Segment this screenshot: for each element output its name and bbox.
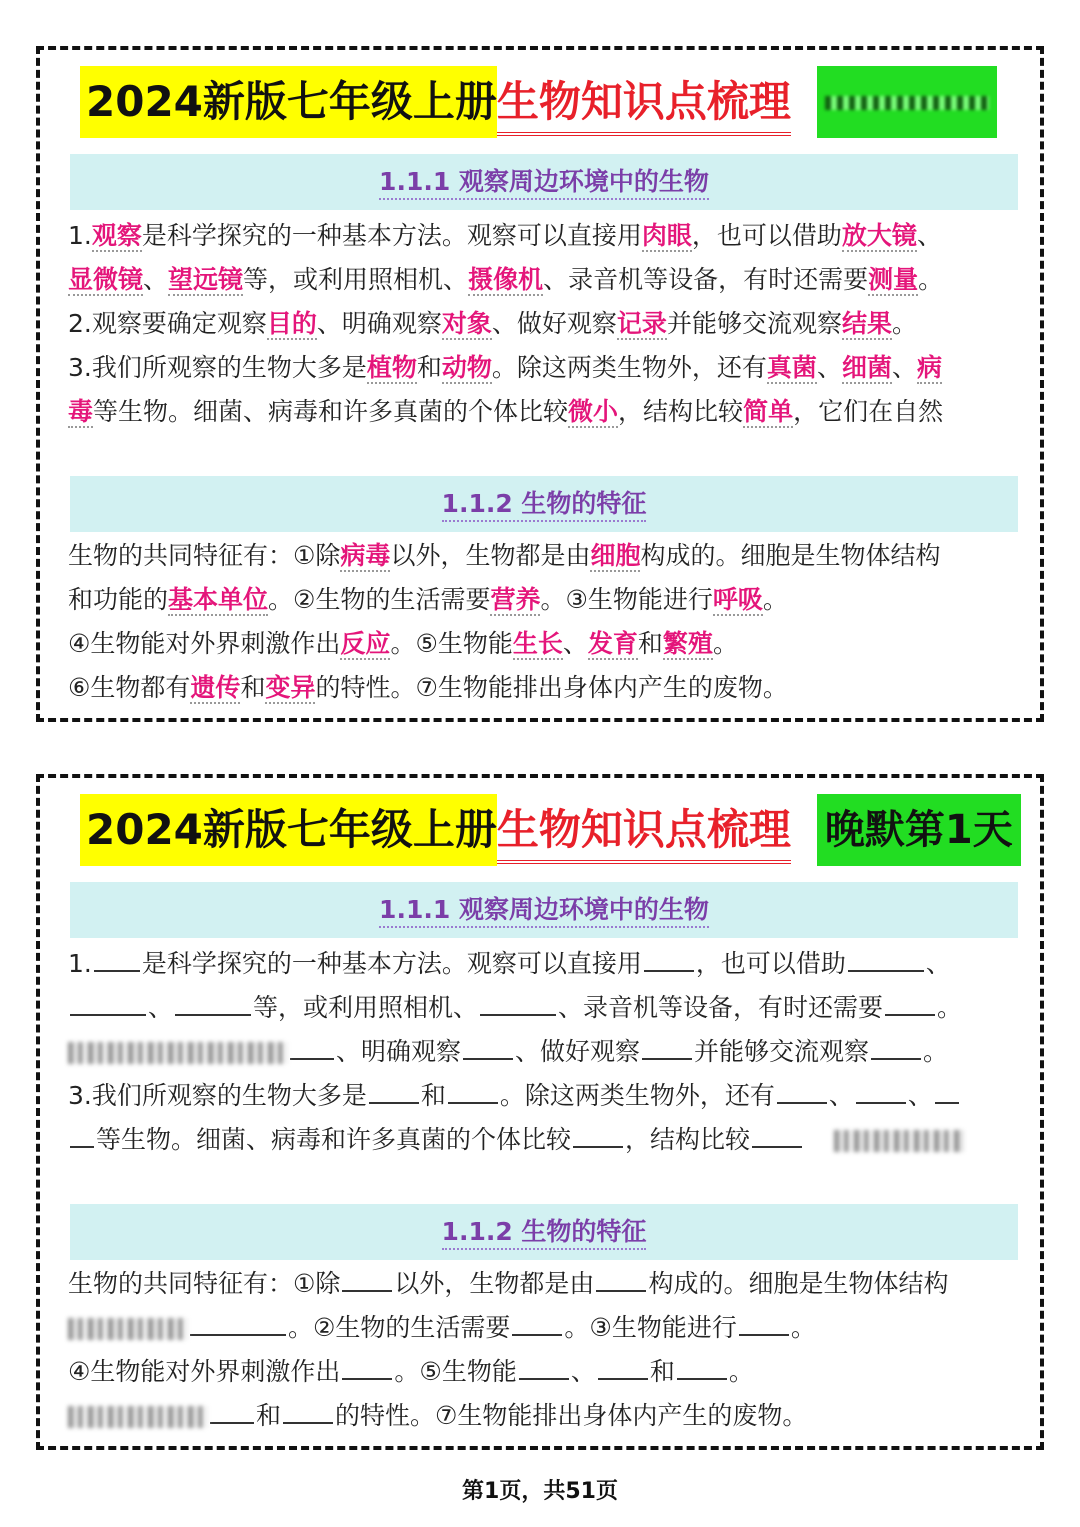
- page-number: 第1页，共51页: [462, 1479, 618, 1504]
- paragraph-line: [68, 258, 1020, 302]
- blurred-text: [68, 1318, 188, 1340]
- keyword: 摄像机: [468, 265, 544, 294]
- text: ，它们在自然: [793, 397, 944, 426]
- keyword: 细胞: [590, 541, 641, 570]
- text: 、: [907, 1081, 933, 1110]
- text: 1.: [68, 221, 92, 250]
- text: 是科学探究的一种基本方法。观察可以直接用: [141, 949, 642, 978]
- text: 。: [918, 265, 944, 294]
- text: 并能够交流观察: [694, 1037, 870, 1066]
- blank-line: [448, 1078, 498, 1104]
- blank-line: [70, 990, 146, 1016]
- text: 。除这两类生物外，还有: [499, 1081, 775, 1110]
- text: 、: [143, 265, 169, 294]
- text: 。⑤生物能: [394, 1357, 517, 1386]
- keyword: 细菌: [841, 353, 892, 382]
- paragraph-line: [68, 1262, 1020, 1306]
- blank-line: [480, 990, 556, 1016]
- blank-line: [885, 990, 935, 1016]
- text: 。: [937, 993, 963, 1022]
- text: 、: [828, 1081, 854, 1110]
- text: 、: [925, 949, 951, 978]
- keyword: 显微镜: [68, 265, 144, 294]
- keyword: 望远镜: [168, 265, 244, 294]
- keyword: 记录: [616, 309, 667, 338]
- paragraph-line: [68, 214, 1020, 258]
- text: 。②生物的生活需要: [288, 1313, 511, 1342]
- keyword: 观察: [91, 221, 142, 250]
- text: 、录音机等设备，有时还需要: [558, 993, 884, 1022]
- blurred-text: [834, 1130, 964, 1152]
- blank-line: [369, 1078, 419, 1104]
- keyword: 毒: [68, 397, 94, 426]
- text: 等生物。细菌、病毒和许多真菌的个体比较: [96, 1125, 572, 1154]
- section-title: 1.1.2 生物的特征: [442, 1217, 647, 1250]
- keyword: 结果: [841, 309, 892, 338]
- card-title: [80, 794, 1013, 866]
- blank-line: [777, 1078, 827, 1104]
- text: 。: [923, 1037, 949, 1066]
- text: 、录音机等设备，有时还需要: [543, 265, 869, 294]
- text: 构成的。细胞是生物体结构: [640, 541, 941, 570]
- paragraph-line: [68, 1030, 1020, 1074]
- blank-line: [519, 1354, 569, 1380]
- text: 以外，生物都是由: [394, 1269, 595, 1298]
- text: 、做好观察: [491, 309, 617, 338]
- keyword: 变异: [265, 673, 316, 702]
- keyword: 发育: [587, 629, 638, 658]
- text: 。除这两类生物外，还有: [491, 353, 767, 382]
- text: ，也可以借助: [691, 221, 842, 250]
- paragraph-line: [68, 534, 1020, 578]
- text: ⑥生物都有: [68, 673, 191, 702]
- text: 、: [916, 221, 942, 250]
- keyword: 植物: [366, 353, 417, 382]
- keyword: 肉眼: [641, 221, 692, 250]
- keyword: 简单: [743, 397, 794, 426]
- notes-card-blanks: [36, 774, 1044, 1450]
- text: ，结构比较: [625, 1125, 751, 1154]
- blank-line: [342, 1266, 392, 1292]
- blank-line: [290, 1034, 334, 1060]
- section-title: 1.1.1 观察周边环境中的生物: [379, 167, 709, 200]
- card-title: [80, 66, 1010, 138]
- blank-line: [935, 1078, 959, 1104]
- text: 和: [240, 673, 266, 702]
- blank-line: [512, 1310, 562, 1336]
- section-title: 1.1.1 观察周边环境中的生物: [379, 895, 709, 928]
- paragraph-line: [68, 1074, 1020, 1118]
- paragraph-line: [68, 1350, 1020, 1394]
- text: 、明确观察: [316, 309, 442, 338]
- title-badge-blurred: [817, 66, 997, 138]
- text: 和: [649, 1357, 675, 1386]
- blank-line: [598, 1354, 648, 1380]
- keyword: 真菌: [766, 353, 817, 382]
- blank-line: [739, 1310, 789, 1336]
- text: 的特性。⑦生物能排出身体内产生的废物。: [315, 673, 788, 702]
- text: 。③生物能进行: [564, 1313, 737, 1342]
- paragraph-line: [68, 302, 1020, 346]
- blank-line: [644, 946, 694, 972]
- paragraph-line: [68, 1306, 1020, 1350]
- text: 、明确观察: [336, 1037, 462, 1066]
- keyword: 反应: [340, 629, 391, 658]
- text: 以外，生物都是由: [390, 541, 591, 570]
- keyword: 遗传: [190, 673, 241, 702]
- title-red-text: 生物知识点梳理: [497, 72, 791, 136]
- keyword: 放大镜: [841, 221, 917, 250]
- text: 。: [762, 585, 788, 614]
- keyword: 目的: [266, 309, 317, 338]
- blank-line: [342, 1354, 392, 1380]
- text: 。②生物的生活需要: [268, 585, 491, 614]
- paragraph-line: [68, 390, 1020, 434]
- text: ④生物能对外界刺激作出: [68, 1357, 341, 1386]
- paragraph-line: [68, 986, 1020, 1030]
- text: 和: [256, 1401, 282, 1430]
- text: ④生物能对外界刺激作出: [68, 629, 341, 658]
- text: 并能够交流观察: [666, 309, 842, 338]
- blank-line: [210, 1398, 254, 1424]
- keyword: 生长: [512, 629, 563, 658]
- text: ，结构比较: [618, 397, 744, 426]
- blank-line: [642, 1034, 692, 1060]
- text: 。: [790, 1313, 816, 1342]
- text: 等生物。细菌、病毒和许多真菌的个体比较: [93, 397, 569, 426]
- text: 和功能的: [68, 585, 169, 614]
- text: 是科学探究的一种基本方法。观察可以直接用: [141, 221, 642, 250]
- text: 。⑤生物能: [390, 629, 513, 658]
- blurred-text: [68, 1406, 208, 1428]
- keyword: 基本单位: [168, 585, 269, 614]
- section-header-1-1-2: [70, 476, 1018, 532]
- paragraph-line: [68, 578, 1020, 622]
- text: ，也可以借助: [695, 949, 846, 978]
- title-highlight-black: 2024新版七年级上册: [80, 66, 497, 138]
- title-highlight-black: 2024新版七年级上册: [80, 794, 497, 866]
- text: 等，或利用照相机、: [253, 993, 479, 1022]
- blank-line: [94, 946, 140, 972]
- keyword: 繁殖: [662, 629, 713, 658]
- text: 、: [148, 993, 174, 1022]
- text: 3.我们所观察的生物大多是: [68, 1081, 367, 1110]
- keyword: 病毒: [340, 541, 391, 570]
- text: 。: [728, 1357, 754, 1386]
- blank-line: [677, 1354, 727, 1380]
- keyword: 测量: [868, 265, 919, 294]
- title-red-text: 生物知识点梳理: [497, 800, 791, 864]
- text: 。: [712, 629, 738, 658]
- section-header-1-1-1: [70, 882, 1018, 938]
- blank-line: [848, 946, 924, 972]
- text: 构成的。细胞是生物体结构: [648, 1269, 949, 1298]
- section-header-1-1-1: [70, 154, 1018, 210]
- blank-line: [871, 1034, 921, 1060]
- text: 的特性。⑦生物能排出身体内产生的废物。: [335, 1401, 808, 1430]
- text: 和: [416, 353, 442, 382]
- title-badge-green: 晚默第1天: [817, 794, 1021, 866]
- text: 3.我们所观察的生物大多是: [68, 353, 367, 382]
- text: 。: [891, 309, 917, 338]
- paragraph-line: [68, 942, 1020, 986]
- section-header-1-1-2: [70, 1204, 1018, 1260]
- blank-line: [463, 1034, 513, 1060]
- paragraph-line: [68, 1394, 1020, 1438]
- text: 和: [420, 1081, 446, 1110]
- text: 、: [891, 353, 917, 382]
- paragraph-line: [68, 346, 1020, 390]
- text: 生物的共同特征有：①除: [68, 541, 341, 570]
- blurred-text: [68, 1042, 288, 1064]
- blank-line: [856, 1078, 906, 1104]
- keyword: 动物: [441, 353, 492, 382]
- blank-line: [190, 1310, 286, 1336]
- text: 2.观察要确定观察: [68, 309, 267, 338]
- keyword: 微小: [568, 397, 619, 426]
- text: 、: [562, 629, 588, 658]
- blank-line: [596, 1266, 646, 1292]
- section-title: 1.1.2 生物的特征: [442, 489, 647, 522]
- text: 、: [570, 1357, 596, 1386]
- text: 和: [637, 629, 663, 658]
- text: 等，或利用照相机、: [243, 265, 469, 294]
- blank-line: [70, 1122, 94, 1148]
- text: 、: [816, 353, 842, 382]
- paragraph-line: [68, 666, 1020, 710]
- keyword: 营养: [490, 585, 541, 614]
- text: 。③生物能进行: [540, 585, 713, 614]
- blank-line: [175, 990, 251, 1016]
- blank-line: [573, 1122, 623, 1148]
- blank-line: [283, 1398, 333, 1424]
- paragraph-line: [68, 622, 1020, 666]
- notes-card-answers: [36, 46, 1044, 722]
- paragraph-line: [68, 1118, 1020, 1162]
- text: 1.: [68, 949, 92, 978]
- text: 、做好观察: [515, 1037, 641, 1066]
- keyword: 病: [916, 353, 942, 382]
- keyword: 对象: [441, 309, 492, 338]
- blank-line: [752, 1122, 802, 1148]
- text: 生物的共同特征有：①除: [68, 1269, 341, 1298]
- keyword: 呼吸: [712, 585, 763, 614]
